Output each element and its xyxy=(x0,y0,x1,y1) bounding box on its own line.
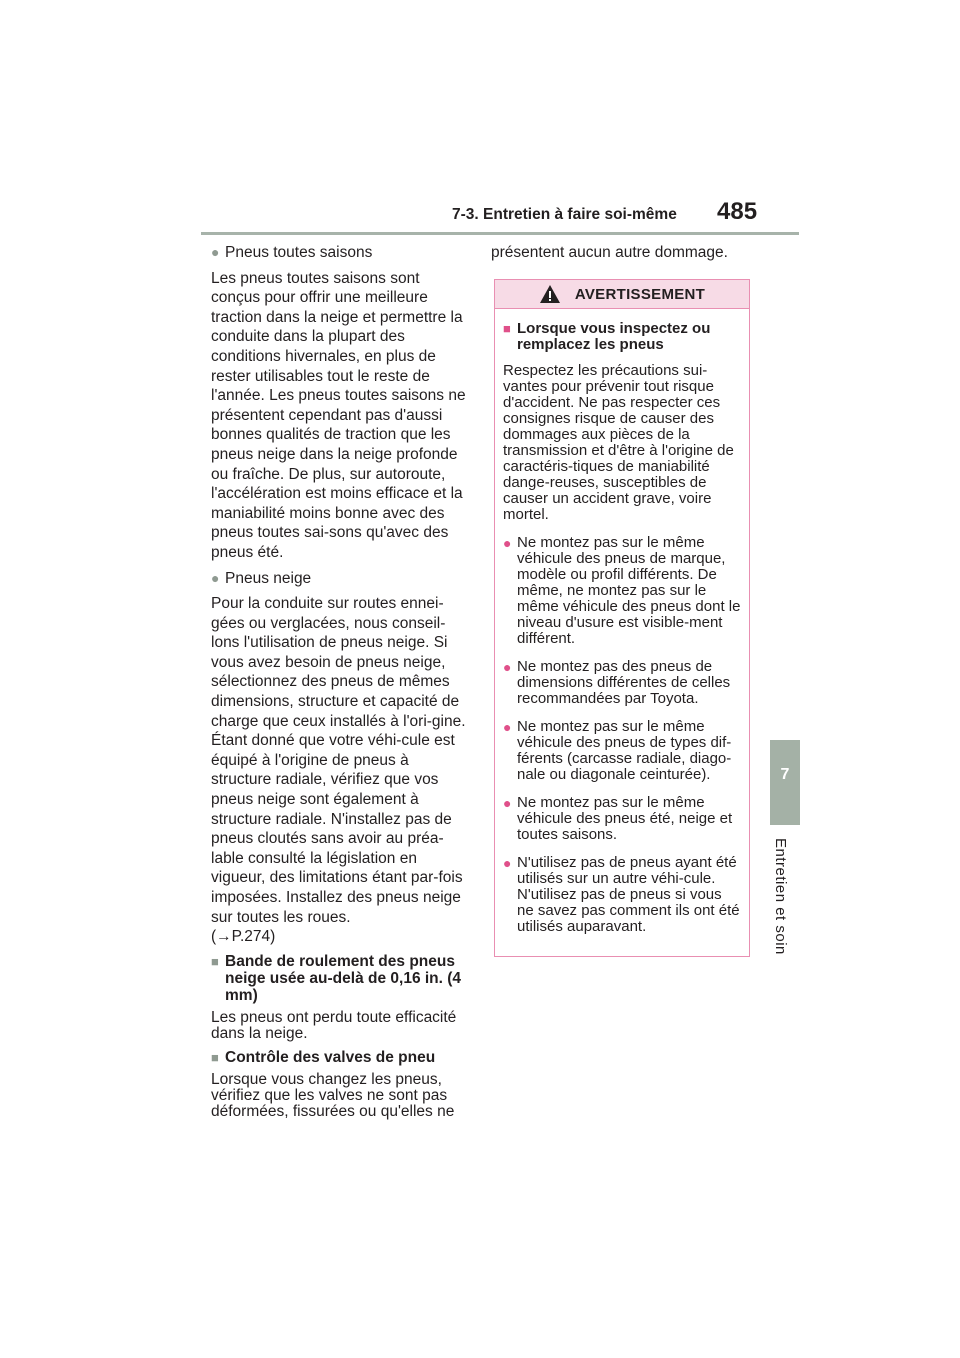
warning-item: ● Ne montez pas sur le même véhicule des pneus de marque, modèle ou profil différents. De même, ne montez pas sur le même véhicule des pneus dont le niveau d'usure est visible-ment différent. xyxy=(503,534,741,647)
bullet-dot-icon: ● xyxy=(503,795,512,811)
snow-heading: ● Pneus neige xyxy=(211,569,312,587)
warning-box xyxy=(494,279,750,957)
bullet-dot-icon: ● xyxy=(503,719,512,735)
all-season-paragraph: Les pneus toutes saisons sont conçus pour offrir une meilleure traction dans la neige et permettre la conduite dans la plupart des conditions hivernales, en plus de rester utilisables tout le reste de l'année. Les pneus toutes saisons ne présentent cependant pas d'aussi bonnes qualités de traction que les pneus neige dans la neige profonde ou fraîche. De plus, sur autoroute, l'accélération est moins efficace et la maniabilité moins bonne avec des pneus toutes sai-sons qu'avec des pneus été. xyxy=(211,269,466,561)
chapter-tab-label: Entretien et soin xyxy=(772,838,789,955)
bullet-dot-icon: ● xyxy=(211,569,220,586)
warning-body xyxy=(495,309,749,935)
warning-intro: Respectez les précautions sui-vantes pour prévenir tout risque d'accident. Ne pas respecter ces consignes risque de causer des dommages aux pièces de la transmission et d'être à l'origine de caractéris-tiques de maniabilité dange-reuses, susceptibles de causer un accident grave, voire mortel. xyxy=(503,362,734,523)
left-column xyxy=(211,243,471,1127)
warning-item: ● N'utilisez pas de pneus ayant été utilisés sur un autre véhi-cule. N'utilisez pas de pneus si vous ne savez pas comment ils ont été utilisés auparavant. xyxy=(503,854,740,935)
warning-subtitle: ■ Lorsque vous inspectez ou remplacez les pneus xyxy=(503,320,711,353)
valve-paragraph: Lorsque vous changez les pneus, vérifiez que les valves ne sont pas déformées, fissurées ou qu'elles ne xyxy=(211,1070,455,1121)
right-column xyxy=(491,243,753,269)
warning-header xyxy=(495,280,749,309)
warning-item: ● Ne montez pas sur le même véhicule des pneus de types dif-férents (carcasse radiale, diago-nale ou diagonale ceinturée). xyxy=(503,718,732,783)
page-reference[interactable]: (→P.274) xyxy=(211,928,276,946)
section-header: 7-3. Entretien à faire soi-même xyxy=(452,206,677,223)
bullet-dot-icon: ● xyxy=(503,659,512,675)
bullet-dot-icon: ● xyxy=(503,855,512,871)
bullet-dot-icon: ● xyxy=(211,244,220,260)
chapter-tab-number: 7 xyxy=(780,766,790,783)
header-rule xyxy=(201,232,799,235)
valve-heading: ■ Contrôle des valves de pneu xyxy=(211,1048,436,1066)
warning-item: ● Ne montez pas des pneus de dimensions différentes de celles recommandées par Toyota. xyxy=(503,658,731,707)
snow-paragraph: Pour la conduite sur routes ennei-gées ou verglacées, nous conseil-lons l'utilisation de pneus neige. Si vous avez besoin de pneus neige, sélectionnez des pneus de mêmes dimensions, structure et capacité de charge que ceux installés à l'ori-gine. Étant donné que votre véhi-cule est équipé à l'origine de pneus à structure radiale, vérifiez que vos pneus neige sont également à structure radiale. N'installez pas de pneus cloutés sans avoir au préa-lable consulté la législation en vigueur, des limitations étant par-fois imposées. Installez des pneus neige sur toutes les roues. xyxy=(211,595,466,926)
worn-tread-heading: ■ Bande de roulement des pneus neige usée au-delà de 0,16 in. (4 mm) xyxy=(211,952,462,1004)
continuation-paragraph: présentent aucun autre dommage. xyxy=(491,244,728,261)
all-season-heading: ● Pneus toutes saisons xyxy=(211,244,373,261)
warning-title: AVERTISSEMENT xyxy=(574,285,706,303)
square-bullet-icon: ■ xyxy=(211,953,219,969)
warning-triangle-icon xyxy=(539,284,561,304)
worn-tread-paragraph: Les pneus ont perdu toute efficacité dans la neige. xyxy=(211,1008,457,1043)
square-bullet-icon: ■ xyxy=(503,321,511,336)
page-number: 485 xyxy=(717,198,758,225)
warning-item: ● Ne montez pas sur le même véhicule des pneus été, neige et toutes saisons. xyxy=(503,794,733,843)
square-bullet-icon: ■ xyxy=(211,1049,219,1065)
bullet-dot-icon: ● xyxy=(503,535,512,551)
